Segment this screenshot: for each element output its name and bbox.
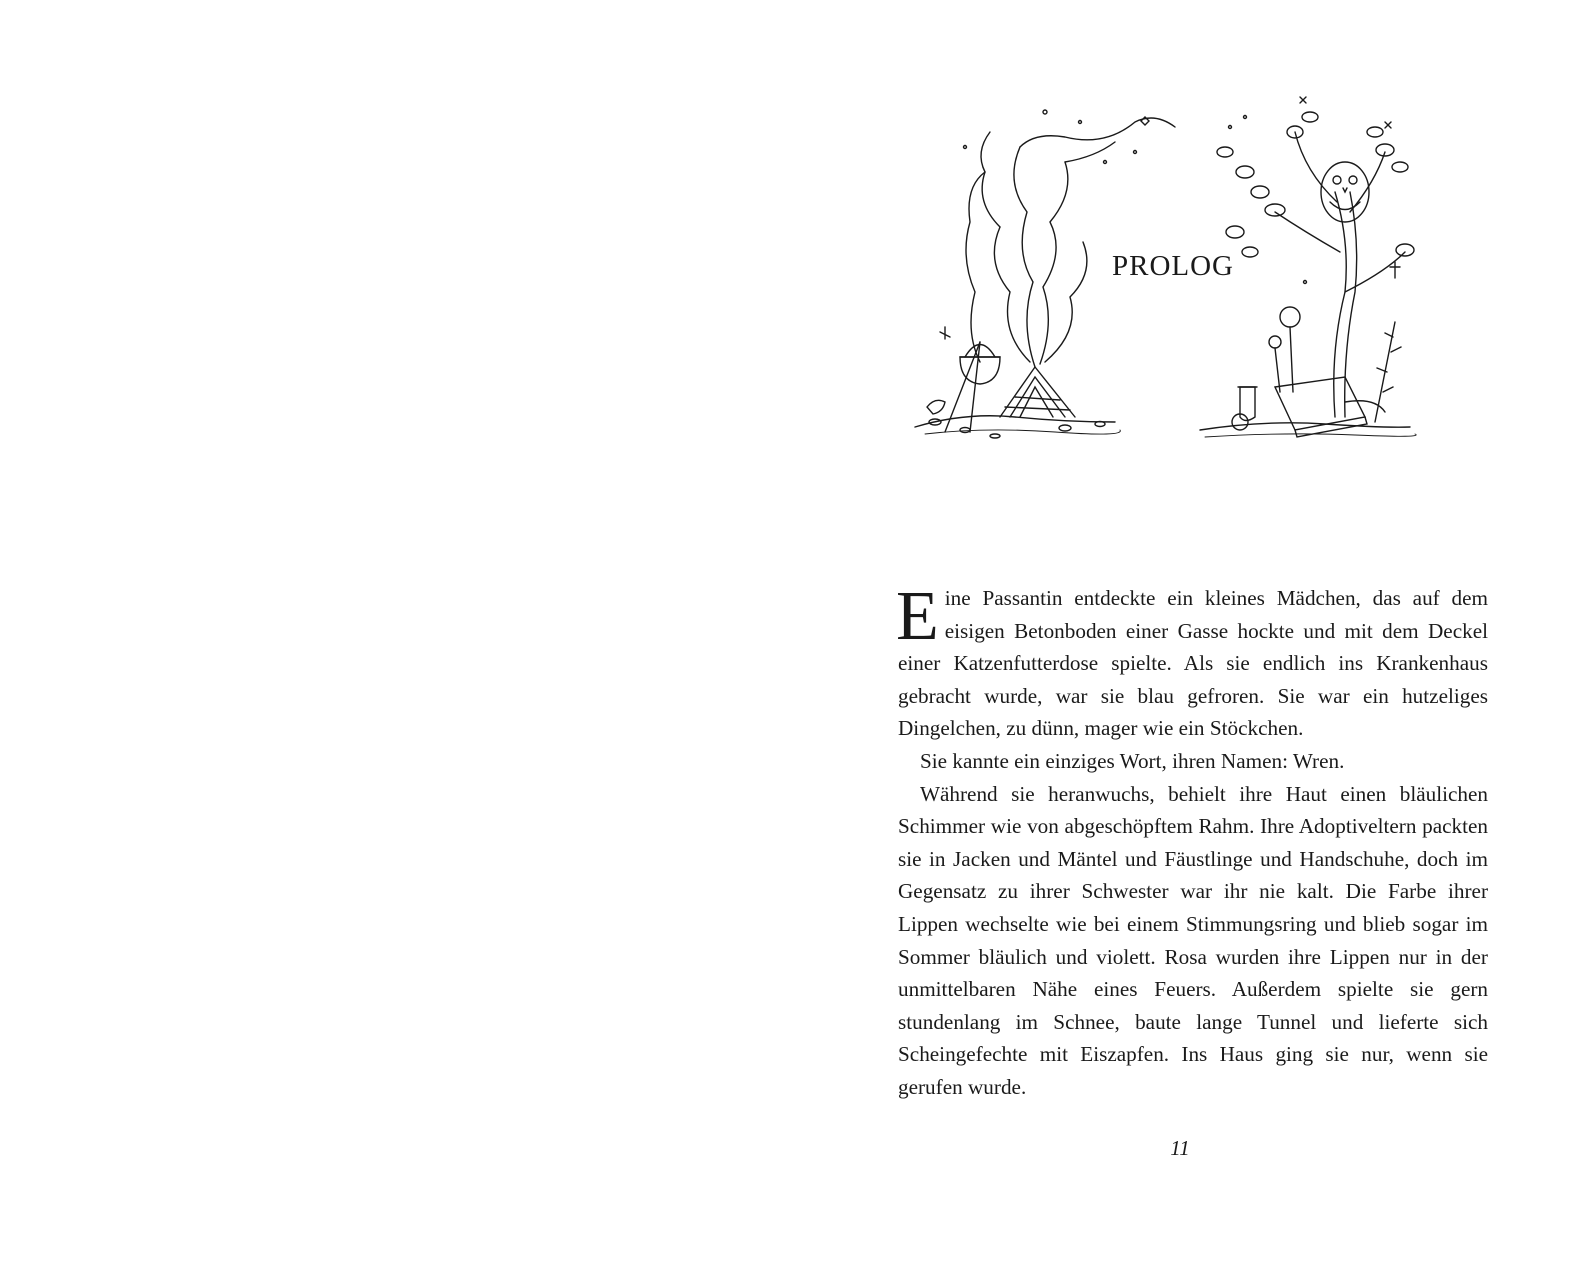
paragraph-3: Während sie heranwuchs, behielt ihre Haut einen bläulichen Schimmer wie von abgeschöpftem Rahm. Ihre Adoptiveltern packten sie in Jacken und Mäntel und Fäustlinge und Handschuhe, doch im Gegensatz zu ihrer Schwester war ihr nie kalt. Die Farbe ihrer Lippen wechselte wie bei einem Stimmungsring und blieb sogar im Sommer bläulich und violett. Rosa wurden ihre Lippen nur in der unmittelbaren Nähe eines Feuers. Außerdem spielte sie gern stundenlang im Schnee, baute lange Tunnel und lieferte sich Scheingefechte mit Eiszapfen. Ins Haus ging sie nur, wenn sie gerufen wurde.: [898, 781, 1488, 1099]
body-text: [896, 578, 1488, 1104]
page-number: 11: [1170, 1136, 1190, 1160]
paragraph-1: [896, 578, 1488, 745]
chapter-title: PROLOG: [1111, 250, 1234, 282]
paragraph-1-text: ine Passantin entdeckte ein kleines Mädchen, das auf dem eisigen Betonboden einer Gasse hockte und mit dem Deckel einer Katzenfutterdose spielte. Als sie endlich ins Krankenhaus gebracht wurde, war sie blau gefroren. Sie war ein hutzeliges Dingelchen, zu dünn, mager wie ein Stöckchen.: [898, 586, 1488, 741]
dropcap: E: [896, 578, 939, 655]
paragraph-2: Sie kannte ein einziges Wort, ihren Namen: Wren.: [920, 748, 1345, 773]
